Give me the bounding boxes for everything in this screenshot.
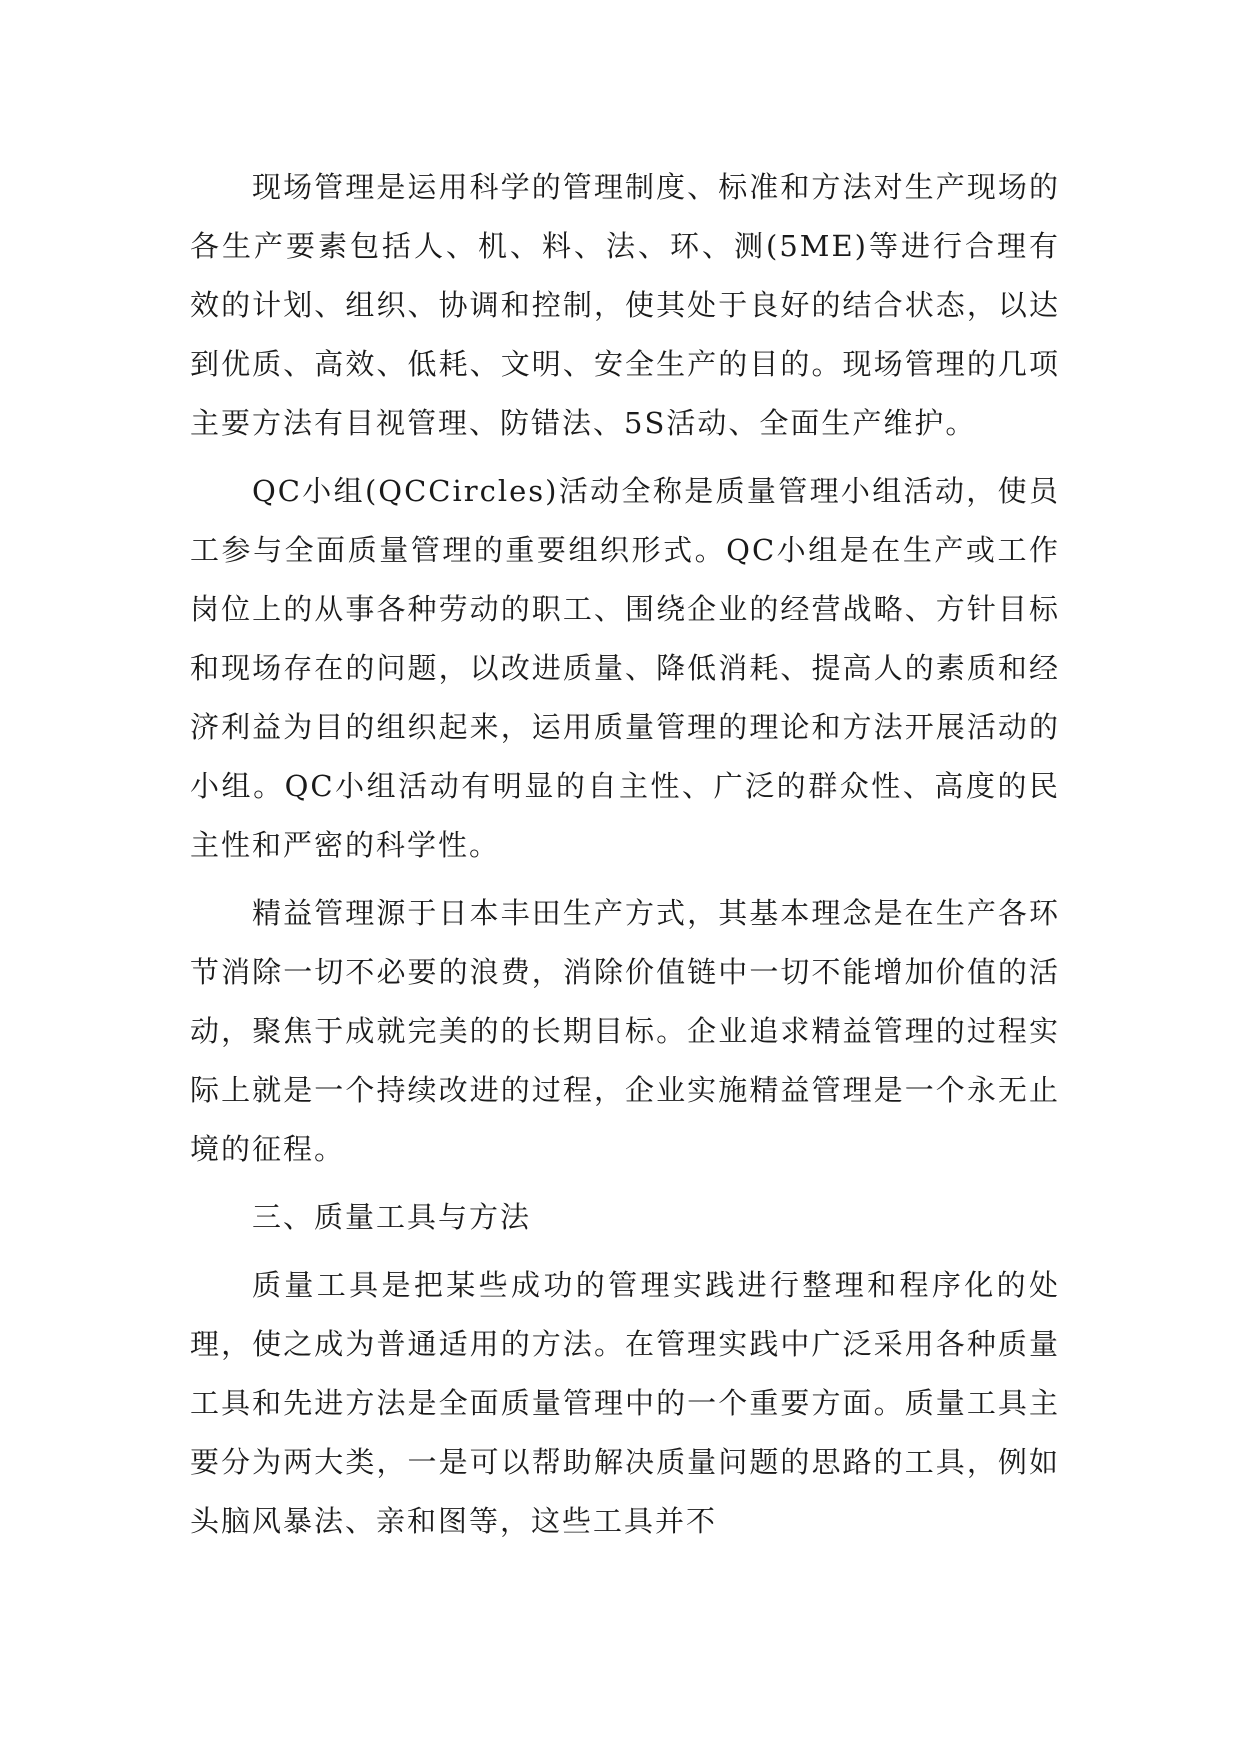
paragraph-lean-management: 精益管理源于日本丰田生产方式，其基本理念是在生产各环节消除一切不必要的浪费，消除价值链中一切不能增加价值的活动，聚焦于成就完美的的长期目标。企业追求精益管理的过程实际上就是一个持续改进的过程，企业实施精益管理是一个永无止境的征程。 [190,896,1060,1166]
section-heading-quality-tools: 三、质量工具与方法 [252,1200,532,1234]
paragraph-quality-tools: 质量工具是把某些成功的管理实践进行整理和程序化的处理，使之成为普通适用的方法。在管理实践中广泛采用各种质量工具和先进方法是全面质量管理中的一个重要方面。质量工具主要分为两大类，一是可以帮助解决质量问题的思路的工具，例如头脑风暴法、亲和图等，这些工具并不 [190,1268,1060,1538]
paragraph-qc-circles: QC小组(QCCircles)活动全称是质量管理小组活动，使员工参与全面质量管理的重要组织形式。QC小组是在生产或工作岗位上的从事各种劳动的职工、围绕企业的经营战略、方针目标和现场存在的问题，以改进质量、降低消耗、提高人的素质和经济利益为目的组织起来，运用质量管理的理论和方法开展活动的小组。QC小组活动有明显的自主性、广泛的群众性、高度的民主性和严密的科学性。 [190,474,1060,862]
document-page [190,158,1060,1560]
paragraph-site-management: 现场管理是运用科学的管理制度、标准和方法对生产现场的各生产要素包括人、机、料、法、环、测(5ME)等进行合理有效的计划、组织、协调和控制，使其处于良好的结合状态，以达到优质、高效、低耗、文明、安全生产的目的。现场管理的几项主要方法有目视管理、防错法、5S活动、全面生产维护。 [190,170,1060,440]
